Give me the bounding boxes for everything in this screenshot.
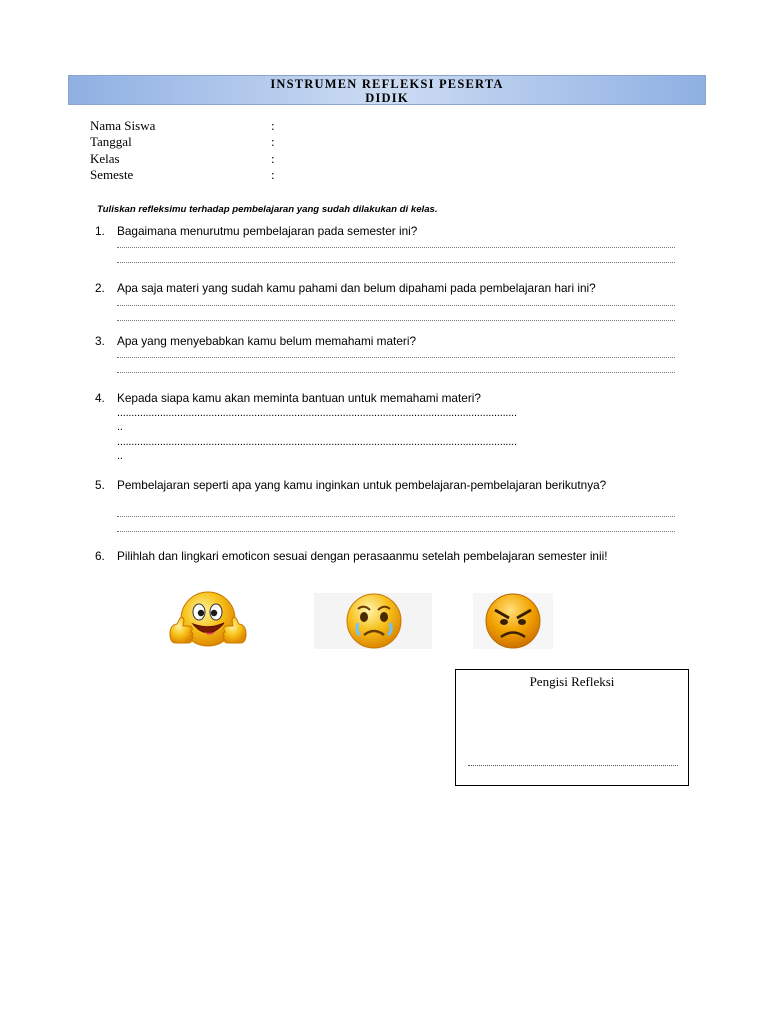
question-text: Pilihlah dan lingkari emoticon sesuai dengan perasaanmu setelah pembelajaran semester inii!	[117, 549, 608, 563]
info-label: Kelas	[90, 150, 120, 166]
question-text: Kepada siapa kamu akan meminta bantuan untuk memahami materi?	[117, 391, 481, 405]
question-number: 5.	[95, 478, 105, 492]
title-line-2: DIDIK	[365, 91, 409, 105]
question-text: Apa saja materi yang sudah kamu pahami dan belum dipahami pada pembelajaran hari ini?	[117, 281, 596, 295]
answer-line[interactable]	[117, 357, 675, 358]
question-text: Apa yang menyebabkan kamu belum memahami materi?	[117, 334, 417, 348]
info-row-class	[90, 151, 390, 167]
question-text: Bagaimana menurutmu pembelajaran pada semester ini?	[117, 224, 418, 238]
info-colon: :	[271, 166, 275, 182]
answer-dots[interactable]: ............................................................................................................................................	[117, 436, 517, 448]
student-info	[90, 118, 390, 183]
question-text: Pembelajaran seperti apa yang kamu inginkan untuk pembelajaran-pembelajaran berikutnya?	[117, 478, 607, 492]
info-colon: :	[271, 150, 275, 166]
question-number: 1.	[95, 224, 105, 238]
instruction-text: Tuliskan refleksimu terhadap pembelajaran yang sudah dilakukan di kelas.	[97, 204, 438, 215]
info-label: Tanggal	[90, 134, 132, 150]
answer-line[interactable]	[117, 247, 675, 248]
info-row-semester	[90, 167, 390, 183]
question-number: 6.	[95, 549, 105, 563]
info-row-date	[90, 134, 390, 150]
answer-line[interactable]	[117, 516, 675, 517]
answer-dots[interactable]: ..	[117, 421, 123, 433]
info-label: Nama Siswa	[90, 118, 156, 133]
signature-line[interactable]	[468, 765, 678, 766]
answer-line[interactable]	[117, 531, 675, 532]
answer-line[interactable]	[117, 262, 675, 263]
question-number: 2.	[95, 281, 105, 295]
info-label: Semeste	[90, 166, 134, 182]
happy-thumbs-up-emoji-icon[interactable]	[164, 590, 252, 652]
angry-emoji-icon[interactable]	[473, 593, 553, 649]
answer-line[interactable]	[117, 305, 675, 306]
sad-crying-emoji-icon[interactable]	[314, 593, 432, 649]
answer-line[interactable]	[117, 320, 675, 321]
answer-dots[interactable]: ............................................................................................................................................	[117, 407, 517, 419]
question-number: 4.	[95, 391, 105, 405]
title-line-1: INSTRUMEN REFLEKSI PESERTA	[270, 77, 504, 91]
title-bar	[68, 75, 706, 105]
info-colon: :	[271, 134, 275, 150]
question-number: 3.	[95, 334, 105, 348]
answer-line[interactable]	[117, 372, 675, 373]
info-row-name	[90, 118, 390, 134]
signature-title: Pengisi Refleksi	[529, 674, 615, 689]
info-colon: :	[271, 118, 275, 133]
answer-dots[interactable]: ..	[117, 450, 123, 462]
signature-box	[455, 669, 689, 786]
